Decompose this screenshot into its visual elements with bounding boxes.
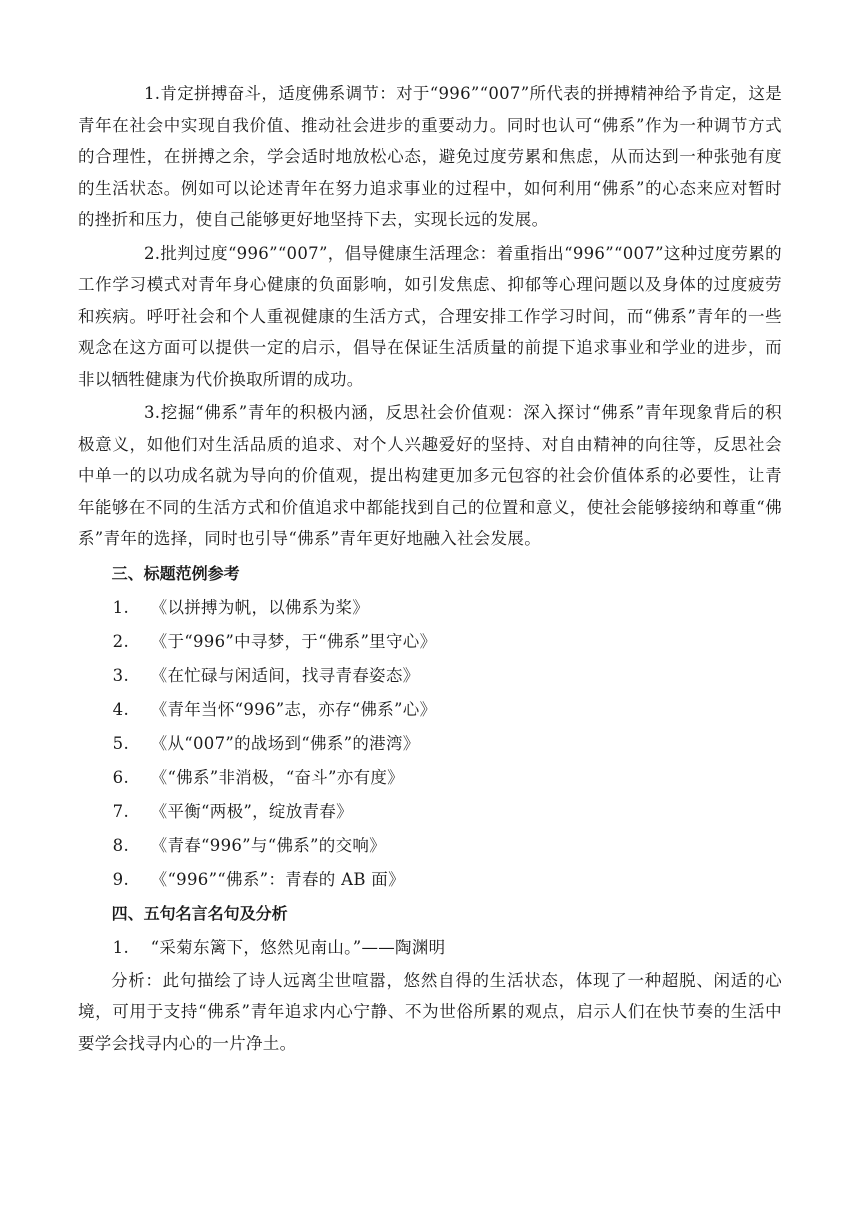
- paragraph-number: 1.: [144, 84, 161, 103]
- paragraph-text: 挖掘“佛系”青年的积极内涵，反思社会价值观：深入探讨“佛系”青年现象背后的积极意义，如他们对生活品质的追求、对个人兴趣爱好的坚持、对自由精神的向往等，反思社会中单一的以功成名就为导向的价值观，提出构建更加多元包容的社会价值体系的必要性，让青年能够在不同的生活方式和价值追求中都能找到自己的位置和意义，使社会能够接纳和尊重“佛系”青年的选择，同时也引导“佛系”青年更好地融入社会发展。: [78, 403, 782, 548]
- paragraph-number: 2.: [144, 243, 161, 263]
- list-text: 《从“007”的战场到“佛系”的港湾》: [150, 733, 420, 753]
- quote-text: “采菊东篱下，悠然见南山。”——陶渊明: [150, 937, 446, 957]
- section-heading-4: 四、五句名言名句及分析: [111, 903, 288, 923]
- list-number: 7.: [112, 801, 129, 821]
- list-text: 《以拼搏为帆，以佛系为桨》: [150, 597, 370, 617]
- list-text: 《在忙碌与闲适间，找寻青春姿态》: [150, 665, 420, 685]
- list-item: [78, 659, 782, 693]
- list-number: 5.: [112, 733, 129, 753]
- paragraph-2: [78, 238, 782, 396]
- list-item: [78, 761, 782, 795]
- paragraph-3: [78, 397, 782, 555]
- list-text: 《青年当怀“996”志，亦存“佛系”心》: [150, 699, 437, 719]
- list-text: 《“佛系”非消极，“奋斗”亦有度》: [150, 767, 404, 787]
- list-number: 4.: [112, 699, 129, 719]
- list-number: 1.: [112, 597, 129, 617]
- list-item: [78, 795, 782, 829]
- analysis-paragraph: 分析：此句描绘了诗人远离尘世喧嚣，悠然自得的生活状态，体现了一种超脱、闲适的心境，可用于支持“佛系”青年追求内心宁静、不为世俗所累的观点，启示人们在快节奏的生活中要学会找寻内心的一片净土。: [78, 970, 782, 1053]
- list-text: 《于“996”中寻梦，于“佛系”里守心》: [150, 631, 437, 651]
- paragraph-number: 3.: [144, 403, 161, 422]
- list-number: 8.: [112, 835, 129, 855]
- list-number: 2.: [112, 631, 129, 651]
- list-item: [78, 829, 782, 863]
- list-item: [78, 863, 782, 897]
- section-heading-3: 三、标题范例参考: [111, 563, 240, 583]
- list-text: 《青春“996”与“佛系”的交响》: [150, 835, 386, 855]
- list-number: 6.: [112, 767, 129, 787]
- quote-item: [78, 931, 782, 965]
- title-examples-list: [78, 591, 782, 897]
- list-text: 《平衡“两极”，绽放青春》: [150, 801, 353, 821]
- list-number: 9.: [112, 869, 129, 889]
- paragraph-text: 批判过度“996”“007”，倡导健康生活理念：着重指出“996”“007”这种过度劳累的工作学习模式对青年身心健康的负面影响，如引发焦虑、抑郁等心理问题以及身体的过度疲劳和疾病。呼吁社会和个人重视健康的生活方式，合理安排工作学习时间，而“佛系”青年的一些观念在这方面可以提供一定的启示，倡导在保证生活质量的前提下追求事业和学业的进步，而非以牺牲健康为代价换取所谓的成功。: [78, 243, 782, 389]
- list-number: 3.: [112, 665, 129, 685]
- paragraph-text: 肯定拼搏奋斗，适度佛系调节：对于“996”“007”所代表的拼搏精神给予肯定，这是青年在社会中实现自我价值、推动社会进步的重要动力。同时也认可“佛系”作为一种调节方式的合理性，在拼搏之余，学会适时地放松心态，避免过度劳累和焦虑，从而达到一种张弛有度的生活状态。例如可以论述青年在努力追求事业的过程中，如何利用“佛系”的心态来应对暂时的挫折和压力，使自己能够更好地坚持下去，实现长远的发展。: [78, 84, 782, 229]
- list-item: [78, 625, 782, 659]
- list-text: 《“996”“佛系”：青春的 AB 面》: [150, 869, 405, 889]
- paragraph-1: [78, 78, 782, 236]
- list-item: [78, 693, 782, 727]
- list-number: 1.: [112, 937, 129, 957]
- list-item: [78, 591, 782, 625]
- list-item: [78, 727, 782, 761]
